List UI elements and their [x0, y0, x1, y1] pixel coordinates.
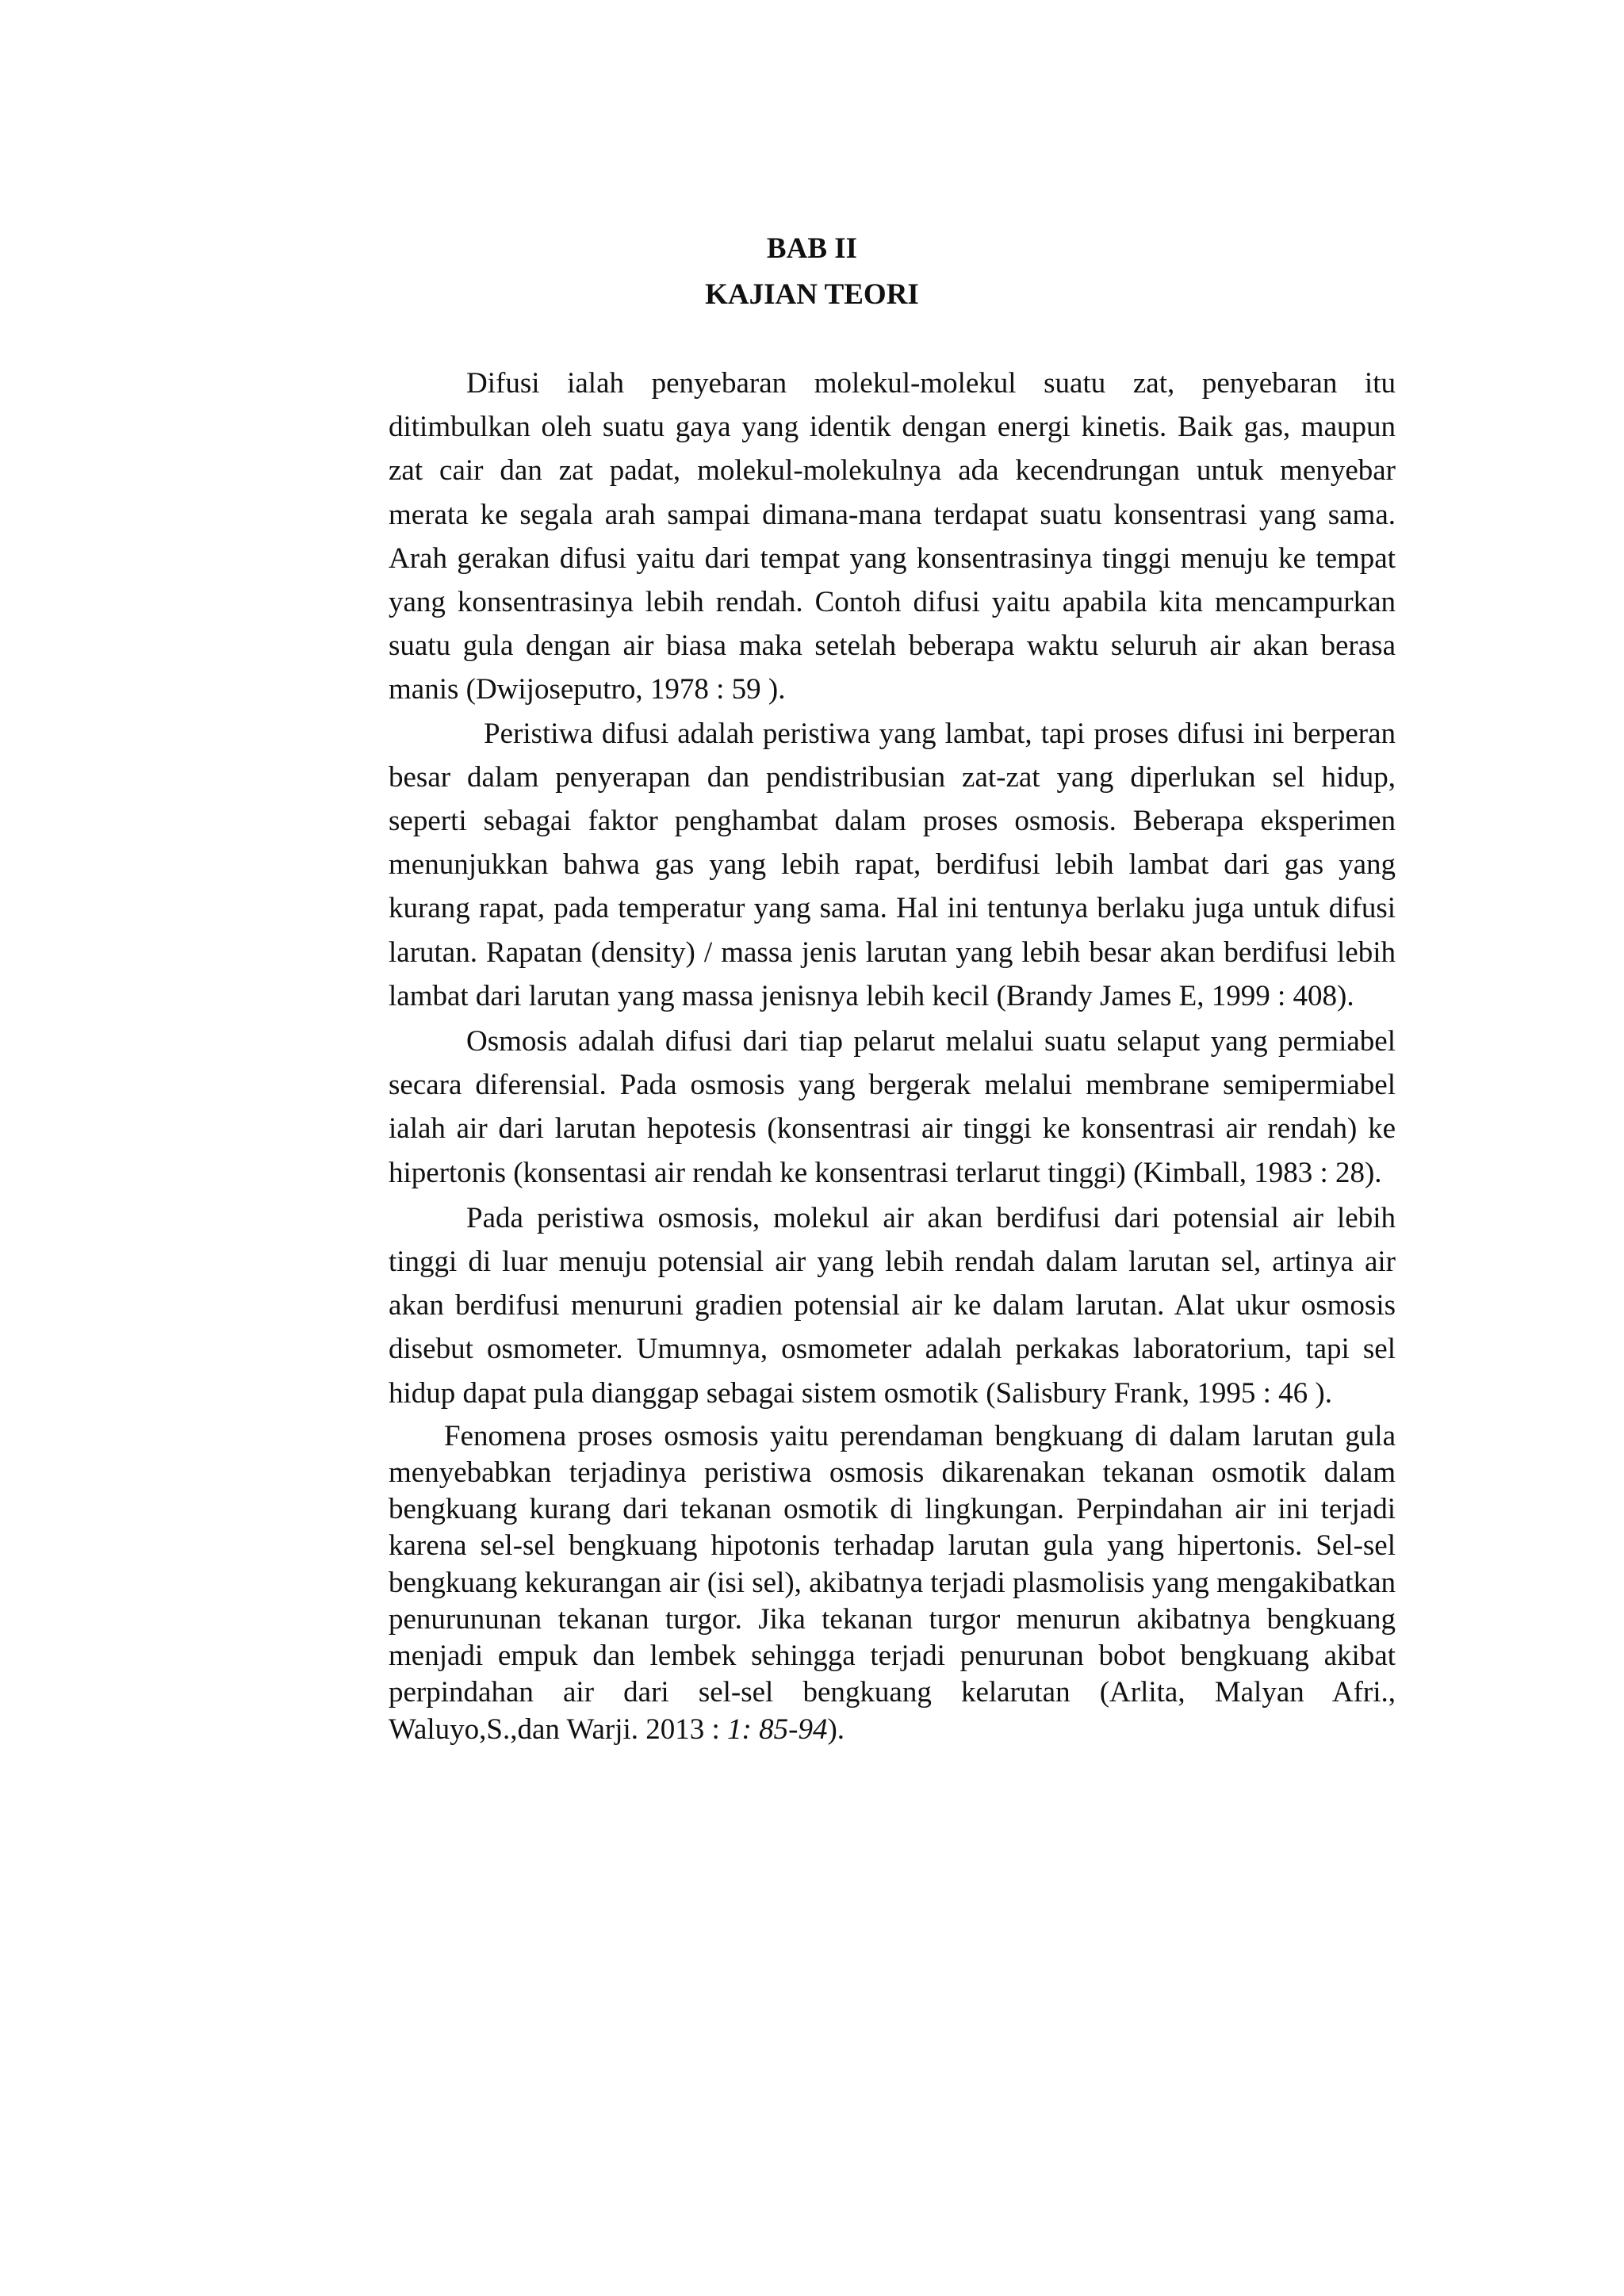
chapter-body — [389, 362, 1396, 1748]
paragraph-peristiwa-difusi: Peristiwa difusi adalah peristiwa yang lambat, tapi proses difusi ini berperan besar dalam penyerapan dan pendistribusian zat-zat yang diperlukan sel hidup, seperti sebagai faktor penghambat dalam proses osmosis. Beberapa eksperimen menunjukkan bahwa gas yang lebih rapat, berdifusi lebih lambat dari gas yang kurang rapat, pada temperatur yang sama. Hal ini tentunya berlaku juga untuk difusi larutan. Rapatan (density) / massa jenis larutan yang lebih besar akan berdifusi lebih lambat dari larutan yang massa jenisnya lebih kecil (Brandy James E, 1999 : 408). — [389, 717, 1396, 1012]
paragraph-fenomena-osmosis — [389, 1418, 1396, 1748]
citation-pages: 1: 85-94 — [727, 1712, 828, 1746]
chapter-number: BAB II — [766, 232, 858, 265]
paragraph-osmosis: Osmosis adalah difusi dari tiap pelarut melalui suatu selaput yang permiabel secara diferensial. Pada osmosis yang bergerak melalui membrane semipermiabel ialah air dari larutan hepotesis (konsentrasi air tinggi ke konsentrasi air rendah) ke hipertonis (konsentasi air rendah ke konsentrasi terlarut tinggi) (Kimball, 1983 : 28). — [389, 1025, 1396, 1189]
paragraph-fenomena-text: Fenomena proses osmosis yaitu perendaman bengkuang di dalam larutan gula menyebabkan terjadinya peristiwa osmosis dikarenakan tekanan osmotik dalam bengkuang kurang dari tekanan osmotik di lingkungan. Perpindahan air ini terjadi karena sel-sel bengkuang hipotonis terhadap larutan gula yang hipertonis. Sel-sel bengkuang kekurangan air (isi sel), akibatnya terjadi plasmolisis yang mengakibatkan penurununan tekanan turgor. Jika tekanan turgor menurun akibatnya bengkuang menjadi empuk dan lembek sehingga terjadi penurunan bobot bengkuang akibat perpindahan air dari sel-sel bengkuang kelarutan (Arlita, Malyan Afri., Waluyo,S.,dan Warji. 2013 : — [389, 1419, 1396, 1746]
paragraph-peristiwa-osmosis: Pada peristiwa osmosis, molekul air akan berdifusi dari potensial air lebih tinggi di luar menuju potensial air yang lebih rendah dalam larutan sel, artinya air akan berdifusi menuruni gradien potensial air ke dalam larutan. Alat ukur osmosis disebut osmometer. Umumnya, osmometer adalah perkakas laboratorium, tapi sel hidup dapat pula dianggap sebagai sistem osmotik (Salisbury Frank, 1995 : 46 ). — [389, 1201, 1396, 1410]
chapter-title: KAJIAN TEORI — [705, 278, 919, 311]
paragraph-difusi: Difusi ialah penyebaran molekul-molekul suatu zat, penyebaran itu ditimbulkan oleh suatu gaya yang identik dengan energi kinetis. Baik gas, maupun zat cair dan zat padat, molekul-molekulnya ada kecendrungan untuk menyebar merata ke segala arah sampai dimana-mana terdapat suatu konsentrasi yang sama. Arah gerakan difusi yaitu dari tempat yang konsentrasinya tinggi menuju ke tempat yang konsentrasinya lebih rendah. Contoh difusi yaitu apabila kita mencampurkan suatu gula dengan air biasa maka setelah beberapa waktu seluruh air akan berasa manis (Dwijoseputro, 1978 : 59 ). — [389, 367, 1396, 706]
citation-close: ). — [827, 1712, 845, 1746]
